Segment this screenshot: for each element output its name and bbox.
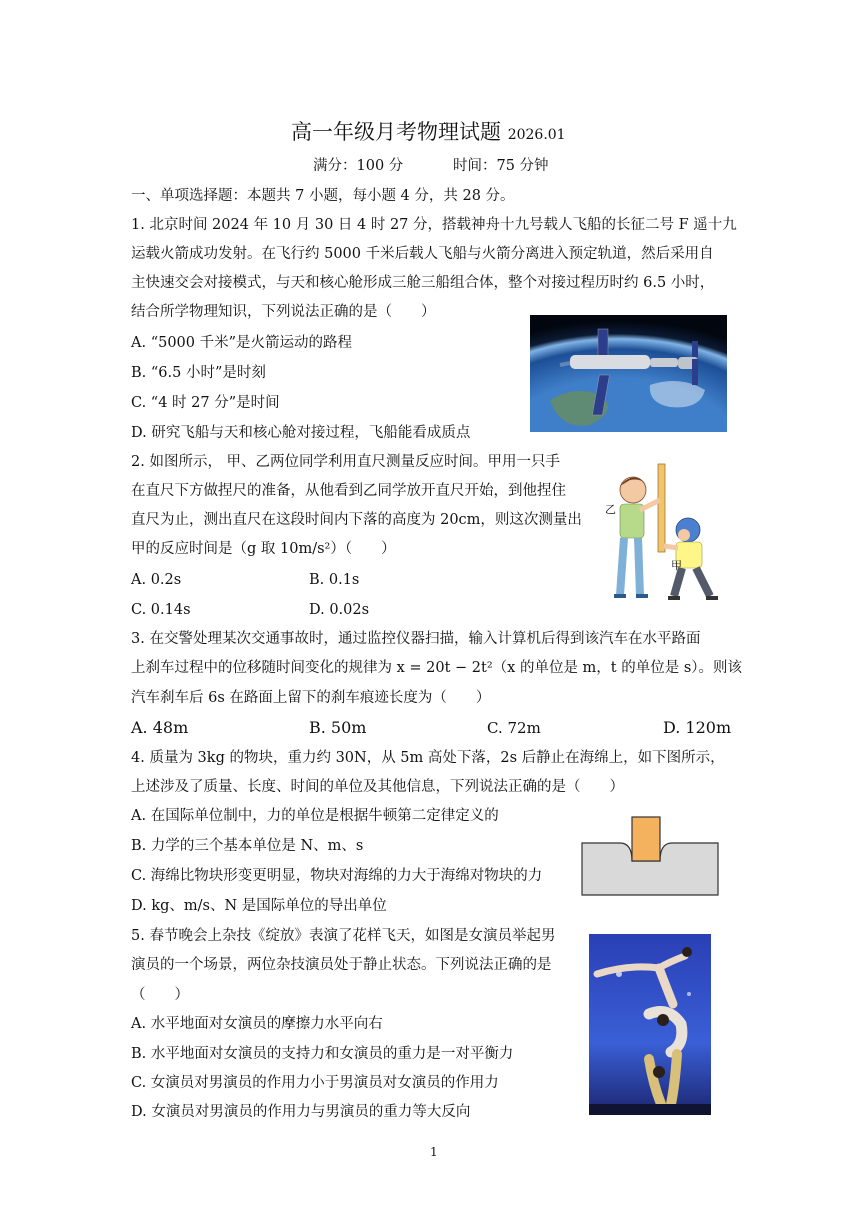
q3-line-3: 汽车刹车后 6s 在路面上留下的刹车痕迹长度为（ ） (131, 690, 491, 706)
q5-line-3: （ ） (131, 987, 189, 1003)
q5-option-a: A. 水平地面对女演员的摩擦力水平向右 (131, 1016, 383, 1032)
q3-option-b: B. 50m (309, 718, 367, 737)
q5-line-1: 5. 春节晚会上杂技《绽放》表演了花样飞天，如图是女演员举起男 (131, 928, 556, 944)
q1-line-4: 结合所学物理知识，下列说法正确的是（ ） (131, 304, 436, 320)
q3-line-2: 上刹车过程中的位移随时间变化的规律为 x = 20t − 2t²（x 的单位是 m，t 的单位是 s）。则该 (131, 660, 743, 676)
q2-option-c: C. 0.14s (131, 602, 191, 618)
q2-line-1: 2. 如图所示， 甲、乙两位同学利用直尺测量反应时间。甲用一只手 (131, 454, 561, 470)
acrobats-image (589, 934, 711, 1115)
q5-line-2: 演员的一个场景，两位杂技演员处于静止状态。下列说法正确的是 (131, 957, 552, 973)
q1-option-d: D. 研究飞船与天和核心舱对接过程，飞船能看成质点 (131, 425, 471, 441)
space-station-image (530, 315, 727, 432)
section-heading: 一、单项选择题：本题共 7 小题，每小题 4 分，共 28 分。 (131, 188, 515, 204)
q2-option-d: D. 0.02s (309, 602, 370, 618)
q4-option-d: D. kg、m/s、N 是国际单位的导出单位 (131, 898, 387, 914)
reaction-time-image (600, 460, 730, 605)
q2-line-3: 直尺为止，测出直尺在这段时间内下落的高度为 20cm，则这次测量出 (131, 512, 582, 528)
q5-option-d: D. 女演员对男演员的作用力与男演员的重力等大反向 (131, 1104, 471, 1120)
title-date: 2026.01 (507, 127, 566, 143)
q3-option-c: C. 72m (487, 719, 541, 737)
block-on-sponge-image (580, 815, 720, 897)
q4-line-2: 上述涉及了质量、长度、时间的单位及其他信息，下列说法正确的是（ ） (131, 779, 624, 795)
q1-line-3: 主快速交会对接模式，与天和核心舱形成三舱三船组合体，整个对接过程历时约 6.5 小时， (131, 275, 715, 291)
q3-line-1: 3. 在交警处理某次交通事故时，通过监控仪器扫描，输入计算机后得到该汽车在水平路面 (131, 631, 701, 647)
label-yi: 乙 (605, 503, 616, 516)
q2-line-4: 甲的反应时间是（g 取 10m/s²）（ ） (131, 541, 396, 557)
q5-option-c: C. 女演员对男演员的作用力小于男演员对女演员的作用力 (131, 1075, 499, 1091)
q2-line-2: 在直尺下方做捏尺的准备，从他看到乙同学放开直尺开始，到他捏住 (131, 483, 566, 499)
page-number: 1 (430, 1145, 438, 1159)
exam-time: 时间：75 分钟 (453, 158, 549, 174)
q4-option-b: B. 力学的三个基本单位是 N、m、s (131, 838, 364, 854)
q5-option-b: B. 水平地面对女演员的支持力和女演员的重力是一对平衡力 (131, 1046, 514, 1062)
q1-line-1: 1. 北京时间 2024 年 10 月 30 日 4 时 27 分，搭载神舟十九号载人飞船的长征二号 F 遥十九 (131, 217, 737, 233)
title-text: 高一年级月考物理试题 (291, 120, 501, 144)
q4-option-c: C. 海绵比物块形变更明显，物块对海绵的力大于海绵对物块的力 (131, 868, 543, 884)
q1-option-b: B. “6.5 小时”是时刻 (131, 365, 266, 381)
q1-line-2: 运载火箭成功发射。在飞行约 5000 千米后载人飞船与火箭分离进入预定轨道，然后采用自 (131, 246, 714, 262)
q3-option-a: A. 48m (131, 718, 189, 737)
full-score: 满分：100 分 (313, 158, 404, 174)
q2-option-a: A. 0.2s (131, 572, 182, 588)
page-title (291, 116, 566, 146)
q4-line-1: 4. 质量为 3kg 的物块，重力约 30N，从 5m 高处下落，2s 后静止在海绵上，如下图所示， (131, 750, 725, 766)
q1-option-a: A. “5000 千米”是火箭运动的路程 (131, 335, 353, 351)
q4-option-a: A. 在国际单位制中，力的单位是根据牛顿第二定律定义的 (131, 808, 499, 824)
q2-option-b: B. 0.1s (309, 572, 360, 588)
q3-option-d: D. 120m (663, 718, 732, 737)
q1-option-c: C. “4 时 27 分”是时间 (131, 395, 280, 411)
label-jia: 甲 (671, 559, 682, 572)
